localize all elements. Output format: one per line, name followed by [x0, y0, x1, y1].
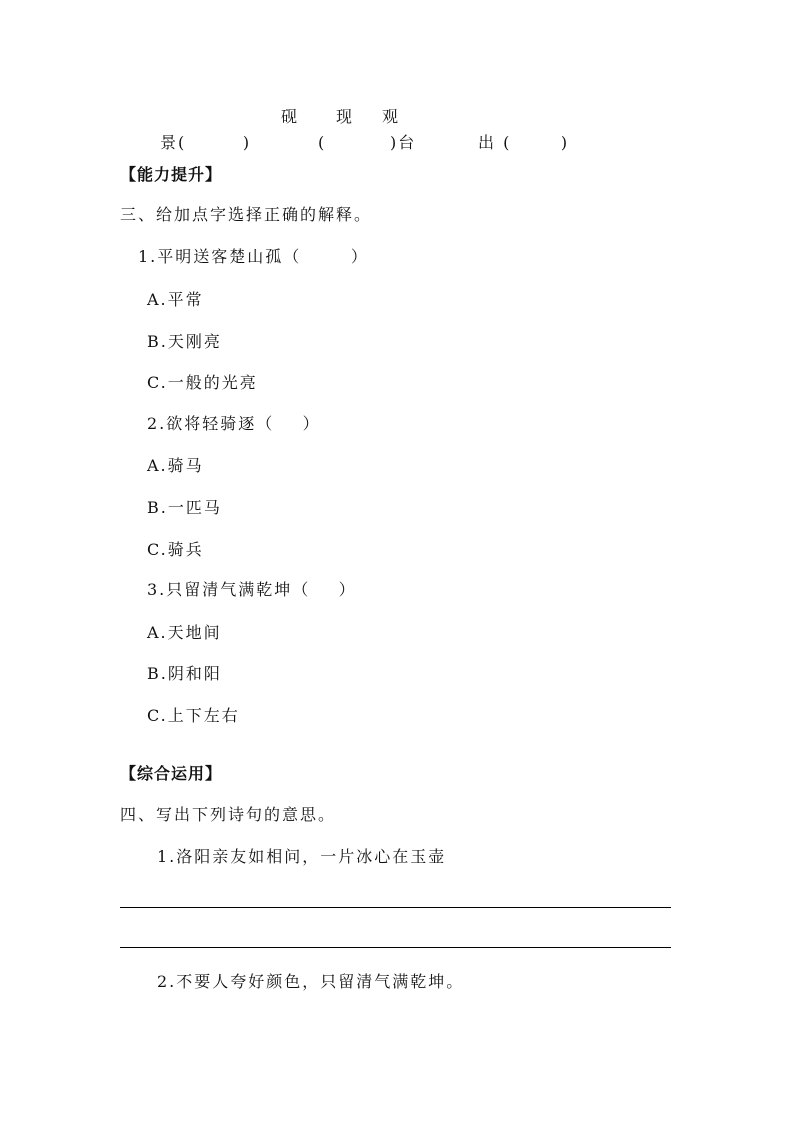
answer-line-1[interactable] — [120, 907, 671, 908]
q3-item-3-option-a: A.天地间 — [147, 623, 222, 642]
section-title-integrated: 【综合运用】 — [120, 764, 223, 783]
q3-item-1-option-b: B.天刚亮 — [147, 332, 222, 351]
q3-item-2-stem: 2.欲将轻骑逐（ ） — [147, 414, 321, 433]
q3-item-2-option-c: C.骑兵 — [147, 540, 204, 559]
q3-item-3-option-c: C.上下左右 — [147, 706, 240, 725]
blank-2: ( )台 — [318, 133, 417, 152]
q3-item-1-option-c: C.一般的光亮 — [147, 373, 258, 392]
header-char-2: 现 — [336, 107, 355, 126]
q3-item-2-option-a: A.骑马 — [147, 456, 204, 475]
q4-item-1: 1.洛阳亲友如相问，一片冰心在玉壶 — [157, 847, 447, 866]
q3-item-3-option-b: B.阴和阳 — [147, 664, 222, 683]
header-char-3: 观 — [382, 107, 401, 126]
q3-item-1-option-a: A.平常 — [147, 290, 204, 309]
section-title-ability: 【能力提升】 — [120, 165, 223, 184]
answer-line-2[interactable] — [120, 947, 671, 948]
q3-item-1-stem: 1.平明送客楚山孤（ ） — [138, 247, 369, 266]
question-4-prompt: 四、写出下列诗句的意思。 — [120, 805, 337, 824]
blank-1: 景( ) — [160, 133, 252, 152]
q4-item-2: 2.不要人夸好颜色，只留清气满乾坤。 — [157, 972, 465, 991]
header-char-1: 砚 — [281, 107, 300, 126]
blank-3: 出 ( ) — [478, 133, 570, 152]
question-3-prompt: 三、给加点字选择正确的解释。 — [120, 205, 373, 224]
q3-item-2-option-b: B.一匹马 — [147, 498, 222, 517]
q3-item-3-stem: 3.只留清气满乾坤（ ） — [147, 580, 357, 599]
